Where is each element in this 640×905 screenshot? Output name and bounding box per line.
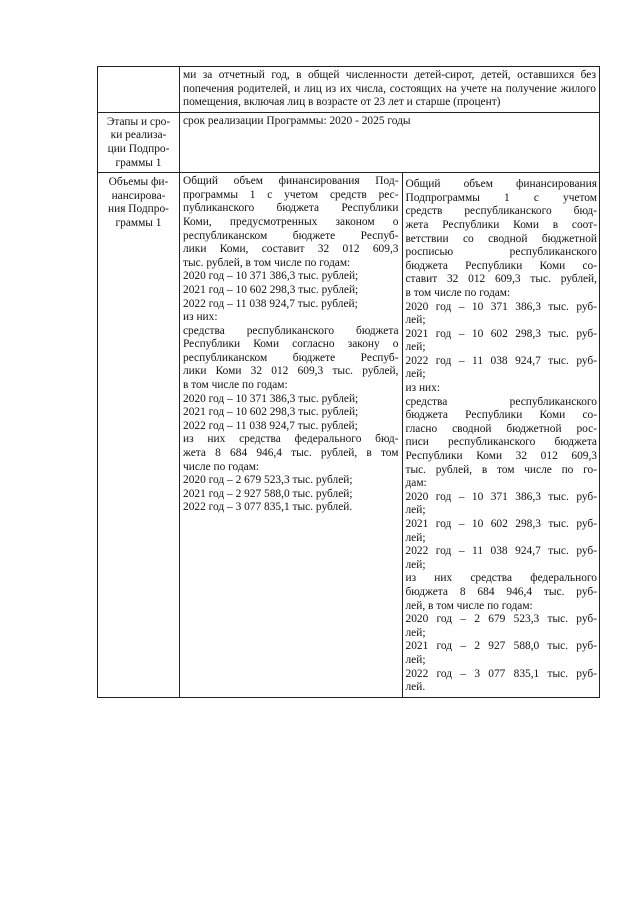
text-line: Коми, предусмотренных законом о bbox=[183, 215, 399, 228]
text-line: 2020 год – 10 371 386,3 тыс. руб- bbox=[405, 490, 597, 503]
text-line: из них средства федерального бюд- bbox=[183, 433, 399, 446]
financing-label: Объемы фи- нансирова- ния Подпро- граммы 1 bbox=[108, 176, 169, 229]
text-line: лей; bbox=[405, 504, 426, 517]
financing-old-text bbox=[180, 173, 402, 697]
text-line: лей; bbox=[405, 626, 426, 639]
text-line: гласно сводной бюджетной рос- bbox=[405, 422, 597, 435]
text-line: лей; bbox=[405, 368, 426, 381]
text-line: в том числе по годам: bbox=[183, 379, 288, 392]
empty-label-cell bbox=[98, 67, 180, 113]
text-line: лей; bbox=[405, 531, 426, 544]
text-line: бюджета 8 684 946,4 тыс. руб- bbox=[405, 585, 597, 598]
text-line: из них: bbox=[405, 382, 440, 395]
text-line: 2021 год – 10 602 298,3 тыс. рублей; bbox=[183, 406, 359, 419]
text-line: 2020 год – 2 679 523,3 тыс. руб- bbox=[405, 613, 597, 626]
text-line: республиканском бюджете Респуб- bbox=[183, 229, 399, 242]
text-line: жета 8 684 946,4 тыс. рублей, в том bbox=[183, 447, 399, 460]
text-line: 2020 год – 10 371 386,3 тыс. рублей; bbox=[183, 392, 359, 405]
text-line: росписью республиканского bbox=[405, 246, 597, 259]
text-line: средства республиканского bbox=[405, 395, 597, 408]
text-line: бюджета Республики Коми со- bbox=[405, 259, 597, 272]
text-line: Подпрограммы 1 с учетом bbox=[405, 191, 597, 204]
text-line: Общий объем финансирования bbox=[405, 178, 597, 191]
financing-new-lines bbox=[406, 178, 598, 695]
text-line: писи республиканского бюджета bbox=[405, 436, 597, 449]
text-line: в том числе по годам: bbox=[405, 286, 511, 299]
text-line: 2020 год – 2 679 523,3 тыс. рублей; bbox=[183, 474, 353, 487]
text-line: 2022 год – 11 038 924,7 тыс. рублей; bbox=[183, 297, 358, 310]
text-line: 2021 год – 10 602 298,3 тыс. руб- bbox=[405, 518, 597, 530]
text-line: из них: bbox=[183, 311, 218, 324]
table-row-financing bbox=[98, 173, 600, 698]
text-line: программы 1 с учетом средств рес- bbox=[183, 188, 399, 201]
text-line: лей, в том числе по годам: bbox=[405, 599, 533, 612]
text-line: 2022 год – 3 077 835,1 тыс. руб- bbox=[405, 667, 597, 680]
text-line: 2022 год – 11 038 924,7 тыс. руб- bbox=[405, 354, 597, 367]
text-line: лей; bbox=[405, 653, 426, 666]
text-line: 2021 год – 2 927 588,0 тыс. руб- bbox=[405, 640, 597, 653]
text-line: средств республиканского бюд- bbox=[405, 205, 597, 218]
text-line: из них средства федерального bbox=[405, 572, 597, 585]
text-line: лей; bbox=[405, 341, 426, 354]
text-line: 2021 год – 2 927 588,0 тыс. рублей; bbox=[183, 487, 353, 500]
text-line: 2021 год – 10 602 298,3 тыс. руб- bbox=[405, 327, 597, 340]
text-line: ставит 32 012 609,3 тыс. рублей, bbox=[405, 273, 597, 286]
financing-comparison-row bbox=[180, 173, 600, 697]
text-line: публиканского бюджета Республики bbox=[183, 202, 399, 215]
text-line: 2022 год – 11 038 924,7 тыс. руб- bbox=[405, 545, 597, 558]
text-line: тыс. рублей, в том числе по годам: bbox=[183, 256, 351, 269]
financing-comparison-cell bbox=[180, 173, 600, 698]
table-row-stages bbox=[98, 112, 600, 172]
text-line: ветствии со сводной бюджетной bbox=[405, 232, 597, 245]
text-line: дам: bbox=[405, 477, 427, 490]
stages-value: срок реализации Программы: 2020 - 2025 годы bbox=[180, 112, 600, 172]
text-line: 2020 год – 10 371 386,3 тыс. руб- bbox=[405, 300, 597, 313]
text-line: 2020 год – 10 371 386,3 тыс. рублей; bbox=[183, 270, 359, 283]
text-line: 2022 год – 11 038 924,7 тыс. рублей; bbox=[183, 419, 358, 432]
financing-comparison-table bbox=[180, 173, 600, 697]
text-line: Республики Коми 32 012 609,3 bbox=[405, 450, 597, 463]
text-line: лики Коми 32 012 609,3 тыс. рублей, bbox=[183, 365, 399, 378]
stages-label-cell bbox=[98, 112, 180, 172]
financing-old-lines bbox=[183, 175, 399, 515]
text-line: лей. bbox=[405, 681, 426, 694]
table-row-indicator-continuation bbox=[98, 67, 600, 113]
financing-label-cell bbox=[98, 173, 180, 698]
text-line: 2022 год – 3 077 835,1 тыс. рублей. bbox=[183, 501, 353, 514]
text-line: бюджета Республики Коми со- bbox=[405, 409, 597, 422]
text-line: Республики Коми согласно закону о bbox=[183, 338, 399, 351]
text-line: лики Коми, составит 32 012 609,3 bbox=[183, 243, 399, 256]
financing-new-text bbox=[402, 173, 600, 697]
text-line: жета Республики Коми в соот- bbox=[405, 218, 597, 231]
text-line: лей; bbox=[405, 314, 426, 327]
text-line: республиканском бюджете Респуб- bbox=[183, 351, 399, 364]
indicator-continuation-text: ми за отчетный год, в общей численности детей-сирот, детей, оставшихся без попечения родителей, и лиц из их числа, состоящих на учете на получение жилого помещения, включая лиц в возрасте от 23 лет и старше (процент) bbox=[180, 67, 600, 113]
stages-label: Этапы и сро- ки реализа- ции Подпро- граммы 1 bbox=[106, 115, 171, 169]
program-passport-table bbox=[97, 66, 600, 698]
text-line: тыс. рублей, в том числе по го- bbox=[405, 463, 597, 476]
text-line: средства республиканского бюджета bbox=[183, 324, 399, 337]
text-line: числе по годам: bbox=[183, 460, 260, 473]
text-line: лей; bbox=[405, 558, 426, 571]
text-line: 2021 год – 10 602 298,3 тыс. рублей; bbox=[183, 283, 359, 296]
text-line: Общий объем финансирования Под- bbox=[183, 175, 399, 188]
